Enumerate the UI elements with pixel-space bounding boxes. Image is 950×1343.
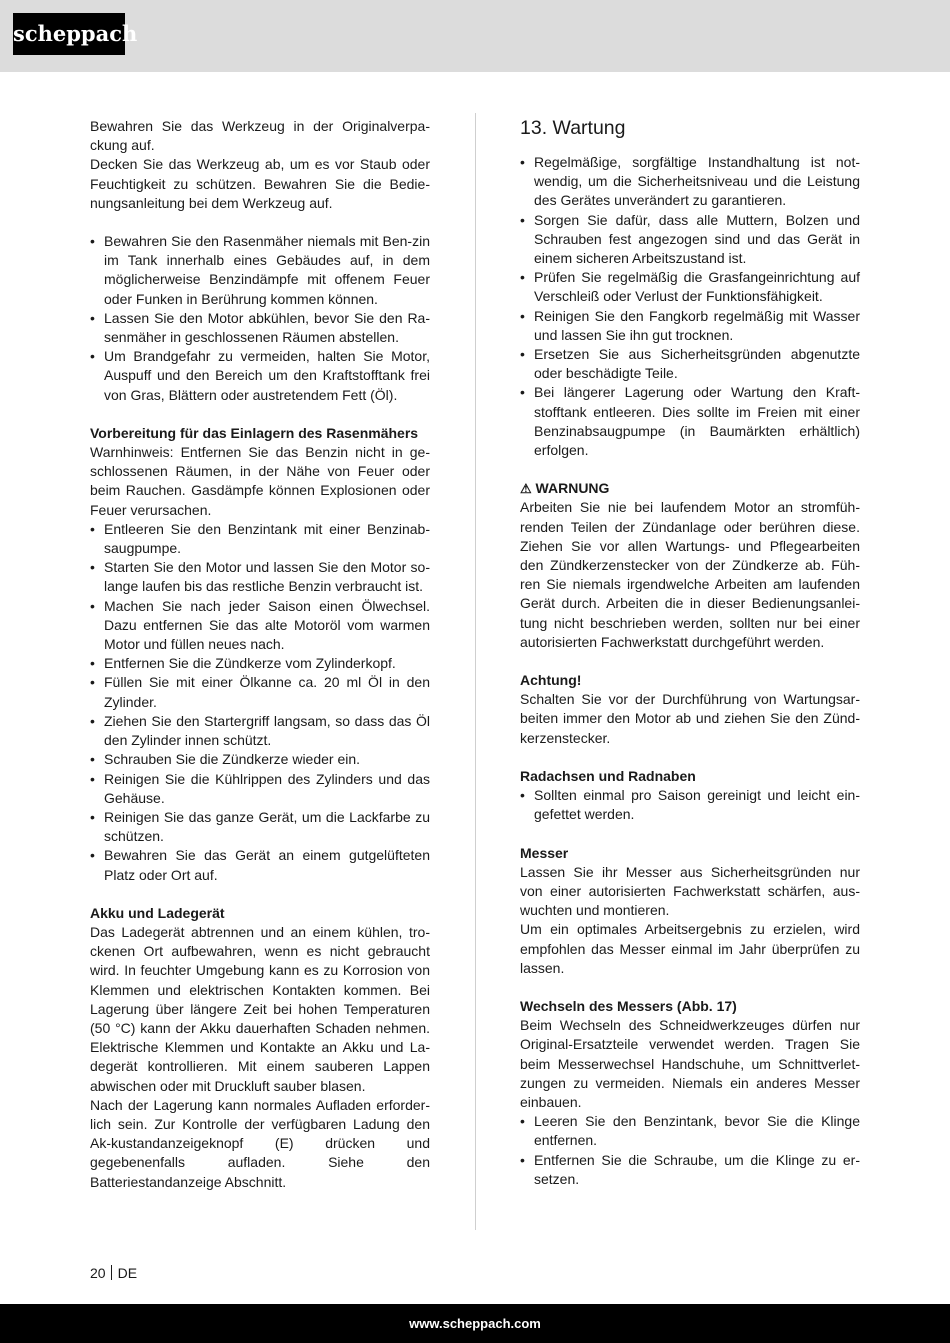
paragraph: Decken Sie das Werkzeug ab, um es vor Staub oder Feuchtigkeit zu schützen. Bewahren Sie die Bedie-nungsanleitung bei dem Werkzeug auf. — [90, 156, 430, 211]
warning-title: WARNUNG — [535, 480, 610, 497]
paragraph: Warnhinweis: Entfernen Sie das Benzin nicht in ge-schlossenen Räumen, in der Nähe von Feuer oder beim Rauchen. Gasdämpfe können Explosionen oder Feuer verursachen. — [90, 444, 430, 518]
scheppach-logo: scheppach — [13, 13, 125, 55]
bullet-list — [520, 153, 860, 460]
website-url: www.scheppach.com — [409, 1316, 541, 1331]
paragraph: Nach der Lagerung kann normales Aufladen erforder-lich sein. Zur Kontrolle der verfügbaren Ladung den Ak-kustandanzeigeknopf (E) drücken und gegebenenfalls aufladen. Siehe den Batteriestandanzeige Abschnitt. — [90, 1096, 430, 1190]
list-item: • Um Brandgefahr zu vermeiden, halten Sie Motor, Auspuff und den Bereich um den Kraftstofftank frei von Gras, Blättern oder austretendem Fett (Öl). — [90, 347, 430, 405]
bullet-list — [520, 786, 860, 824]
list-item: • Prüfen Sie regelmäßig die Grasfangeinrichtung auf Verschleiß oder Verlust der Funktionsfähigkeit. — [520, 268, 860, 306]
list-item: • Reinigen Sie den Fangkorb regelmäßig mit Wasser und lassen Sie ihn gut trocknen. — [520, 307, 860, 345]
list-item: • Entfernen Sie die Zündkerze vom Zylinderkopf. — [90, 654, 430, 673]
section-heading: Achtung! — [520, 672, 582, 689]
list-item: • Füllen Sie mit einer Ölkanne ca. 20 ml Öl in den Zylinder. — [90, 673, 430, 711]
right-column — [520, 117, 860, 1189]
list-item: • Starten Sie den Motor und lassen Sie den Motor so-lange laufen bis das restliche Benzin verbraucht ist. — [90, 558, 430, 596]
paragraph: Arbeiten Sie nie bei laufendem Motor an stromfüh-renden Teilen der Zündanlage oder berühren diese. Ziehen Sie vor allen Wartungs- und Pflegearbeiten den Zündkerzenstecker von der Zündkerze ab. Füh-ren Sie niemals irgendwelche Arbeiten am laufenden Gerät durch. Arbeiten die in dieser Bedienungsanlei-tung nicht beschrieben werden, sollten nur bei einer autorisierten Fachwerkstatt durchgeführt werden. — [520, 499, 860, 650]
left-column — [90, 117, 430, 1192]
language-code: DE — [117, 1265, 138, 1281]
section-heading: Vorbereitung für das Einlagern des Rasenmähers — [90, 424, 419, 441]
page-separator — [111, 1265, 112, 1280]
paragraph: Das Ladegerät abtrennen und an einem kühlen, tro-ckenen Ort aufbewahren, wenn es nicht gebraucht wird. In feuchter Umgebung kann es zu Korrosion von Klemmen und elektrischen Kontakten kommen. Bei Lagerung über längere Zeit bei hohen Temperaturen (50 °C) kann der Akku dauerhaften Schaden nehmen. Elektrische Klemmen und Kontakte an Akku und La-degerät kontrollieren. Mit einem sauberen Lappen abwischen oder mit Druckluft sauber blasen. — [90, 923, 430, 1094]
list-item: • Entfernen Sie die Schraube, um die Klinge zu er-setzen. — [520, 1151, 860, 1189]
list-item: • Bewahren Sie das Gerät an einem gutgelüfteten Platz oder Ort auf. — [90, 846, 430, 884]
footer-bar — [0, 1304, 950, 1343]
warning-heading — [520, 479, 860, 498]
section-heading: Wechseln des Messers (Abb. 17) — [520, 997, 737, 1014]
list-item: • Bei längerer Lagerung oder Wartung den Kraft-stofftank entleeren. Dies sollte im Freien mit einer Benzinabsaugpumpe (in Baumärkten erhältlich) erfolgen. — [520, 383, 860, 460]
section-title: 13. Wartung — [520, 117, 626, 139]
bullet-list — [90, 232, 430, 405]
list-item: • Lassen Sie den Motor abkühlen, bevor Sie den Ra-senmäher in geschlossenen Räumen abstellen. — [90, 309, 430, 347]
bullet-list — [520, 1112, 860, 1189]
section-heading: Akku und Ladegerät — [90, 904, 225, 921]
page-header — [0, 0, 950, 72]
list-item: • Reinigen Sie die Kühlrippen des Zylinders und das Gehäuse. — [90, 770, 430, 808]
column-divider — [475, 113, 476, 1230]
list-item: • Sollten einmal pro Saison gereinigt und leicht ein-gefettet werden. — [520, 786, 860, 824]
paragraph: Beim Wechseln des Schneidwerkzeuges dürfen nur Original-Ersatzteile verwendet werden. Tragen Sie beim Messerwechsel Handschuhe, um Schnittverlet-zungen zu vermeiden. Niemals ein anderes Messer einbauen. — [520, 1017, 860, 1110]
list-item: • Leeren Sie den Benzintank, bevor Sie die Klinge entfernen. — [520, 1112, 860, 1150]
warning-triangle-icon: ⚠ — [520, 481, 532, 497]
list-item: • Schrauben Sie die Zündkerze wieder ein. — [90, 750, 430, 769]
page-number-block — [90, 1264, 137, 1283]
list-item: • Reinigen Sie das ganze Gerät, um die Lackfarbe zu schützen. — [90, 808, 430, 846]
paragraph: Um ein optimales Arbeitsergebnis zu erzielen, wird empfohlen das Messer einmal im Jahr überprüfen zu lassen. — [520, 921, 860, 976]
list-item: • Regelmäßige, sorgfältige Instandhaltung ist not-wendig, um die Sicherheitsniveau und die Leistung des Gerätes unverändert zu garantieren. — [520, 153, 860, 211]
paragraph: Schalten Sie vor der Durchführung von Wartungsar-beiten immer den Motor ab und ziehen Sie den Zünd-kerzenstecker. — [520, 691, 860, 746]
paragraph: Bewahren Sie das Werkzeug in der Originalverpa-ckung auf. — [90, 118, 430, 154]
list-item: • Entleeren Sie den Benzintank mit einer Benzinab-saugpumpe. — [90, 520, 430, 558]
page-number: 20 — [90, 1265, 106, 1281]
section-heading: Radachsen und Radnaben — [520, 767, 696, 784]
bullet-list — [90, 520, 430, 885]
list-item: • Machen Sie nach jeder Saison einen Ölwechsel. Dazu entfernen Sie das alte Motoröl vom warmen Motor und füllen neues nach. — [90, 597, 430, 655]
list-item: • Ziehen Sie den Startergriff langsam, so dass das Öl den Zylinder innen schützt. — [90, 712, 430, 750]
list-item: • Sorgen Sie dafür, dass alle Muttern, Bolzen und Schrauben fest angezogen sind und das Gerät in einem sicheren Arbeitszustand ist. — [520, 211, 860, 269]
list-item: • Bewahren Sie den Rasenmäher niemals mit Ben-zin im Tank innerhalb eines Gebäudes auf, in dem möglicherweise Benzindämpfe mit offenem Feuer oder Funken in Berührung kommen können. — [90, 232, 430, 309]
section-heading: Messer — [520, 844, 569, 861]
list-item: • Ersetzen Sie aus Sicherheitsgründen abgenutzte oder beschädigte Teile. — [520, 345, 860, 383]
paragraph: Lassen Sie ihr Messer aus Sicherheitsgründen nur von einer autorisierten Fachwerkstatt schärfen, aus-wuchten und montieren. — [520, 863, 860, 919]
